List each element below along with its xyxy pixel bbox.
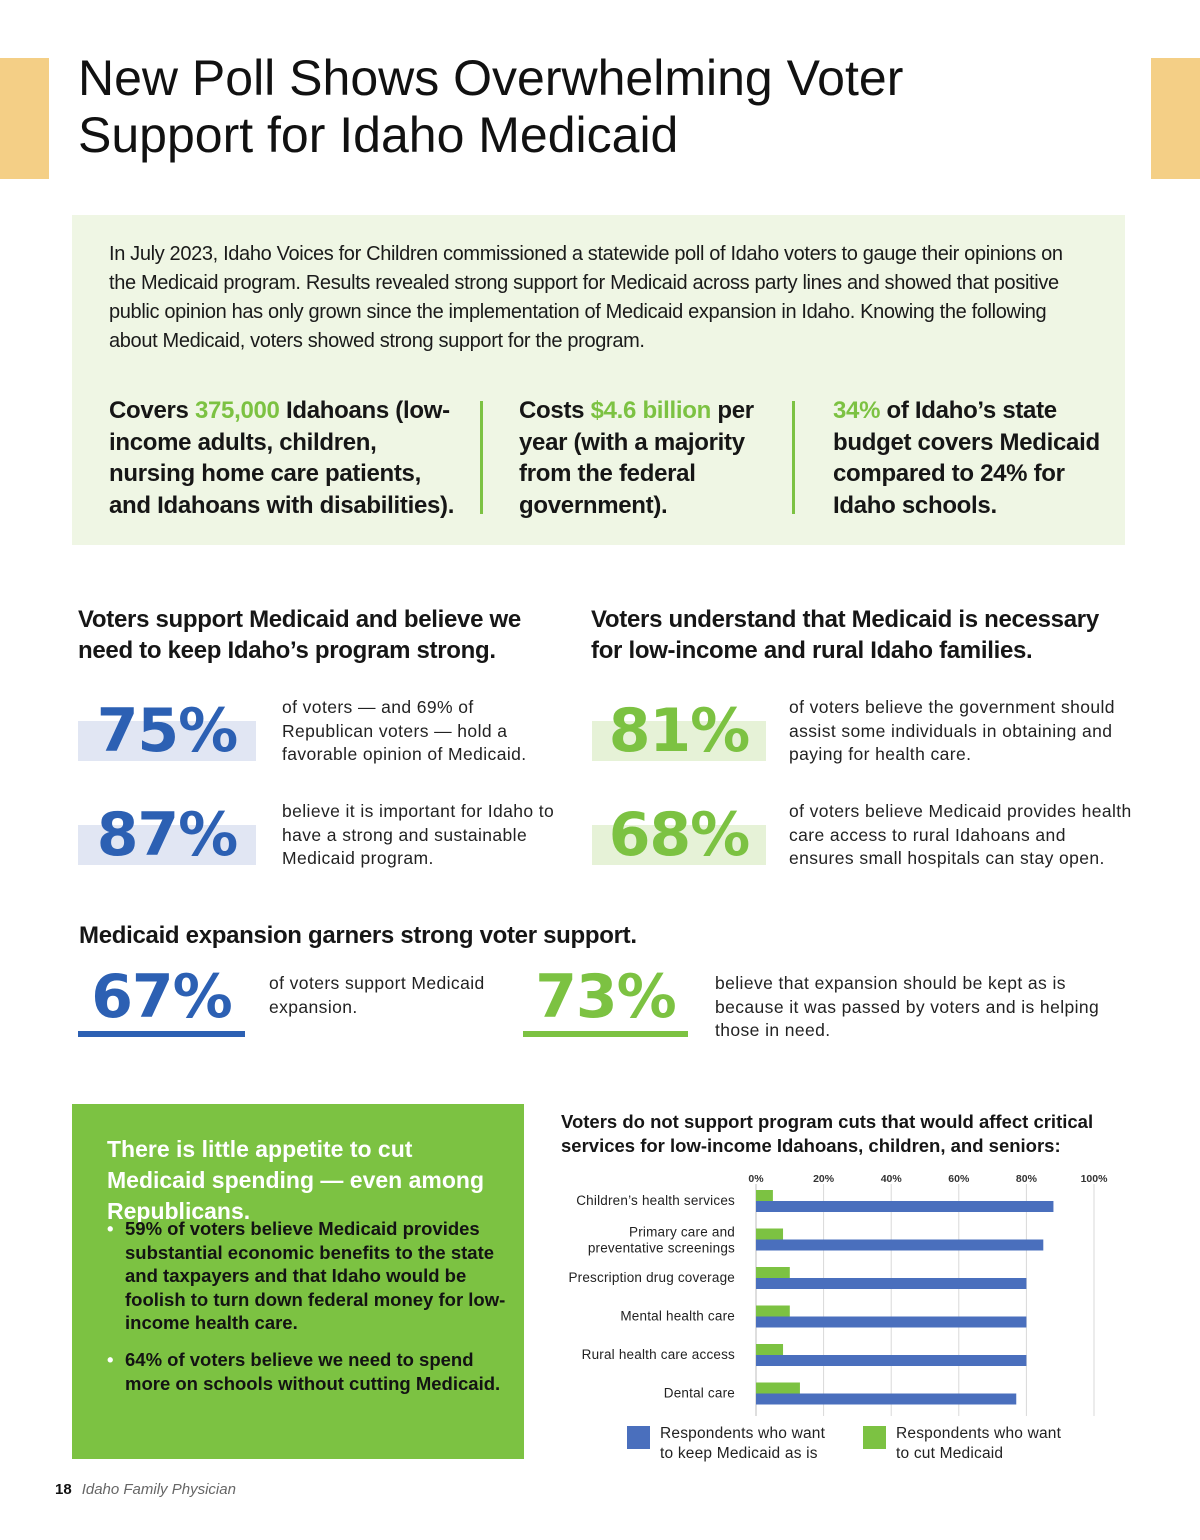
stat-67-figure (78, 962, 245, 1032)
legend-swatch-cut (863, 1426, 886, 1449)
fact-coverage-post: Idahoans (low-income adults, children, nursing home care patients, and Idahoans with disabilities). (109, 397, 455, 519)
cuts-bullet (107, 1348, 515, 1395)
bar-keep (756, 1355, 1026, 1366)
category-label: Dental care (663, 1385, 735, 1401)
left-accent-tab (0, 58, 49, 179)
bar-keep (756, 1278, 1026, 1289)
necessary-heading: Voters understand that Medicaid is necessary for low-income and rural Idaho families. (591, 606, 1099, 664)
fact-divider (792, 401, 795, 514)
fact-cost (519, 395, 779, 521)
publication-name: Idaho Family Physician (81, 1481, 236, 1498)
legend-label-cut: Respondents who want to cut Medicaid (896, 1425, 1062, 1462)
x-tick-label: 0% (748, 1173, 764, 1185)
stat-value: 87% (96, 800, 238, 870)
bar-keep (756, 1394, 1016, 1405)
bar-cut (756, 1344, 783, 1355)
category-label: Prescription drug coverage (568, 1270, 735, 1285)
stat-81-figure (592, 696, 766, 766)
x-tick-label: 100% (1080, 1173, 1108, 1185)
fact-budget-post: of Idaho’s state budget covers Medicaid compared to 24% for Idaho schools. (833, 397, 1100, 519)
right-accent-tab (1151, 58, 1200, 179)
stat-68-figure (592, 800, 766, 870)
page-number: 18 (55, 1481, 72, 1498)
bar-keep (756, 1201, 1053, 1212)
stat-67-text: of voters support Medicaid expansion. (269, 973, 485, 1017)
intro-text: In July 2023, Idaho Voices for Children commissioned a statewide poll of Idaho voters to gauge their opinions on the Medicaid program. Results revealed strong support for Medicaid across party lines and showed that positive public opinion has only grown since the implementation of Medicaid expansion in Idaho. Knowing the following about Medicaid, voters showed strong support for the program. (109, 243, 1063, 352)
fact-cost-pre: Costs (519, 397, 591, 424)
stat-73-text: believe that expansion should be kept as is because it was passed by voters and is helping those in need. (715, 973, 1100, 1040)
stat-87-text: believe it is important for Idaho to have a strong and sustainable Medicaid program. (282, 801, 555, 868)
stat-value: 81% (608, 696, 750, 766)
x-tick-label: 60% (948, 1173, 970, 1185)
expansion-heading: Medicaid expansion garners strong voter support. (79, 922, 637, 949)
x-tick-label: 80% (1015, 1173, 1037, 1185)
x-tick-label: 40% (880, 1173, 902, 1185)
legend-swatch-keep (627, 1426, 650, 1449)
fact-coverage-pre: Covers (109, 397, 195, 424)
stat-value: 68% (608, 800, 750, 870)
fact-budget-number: 34% (833, 397, 881, 424)
page-footer (55, 1481, 236, 1498)
page-title: New Poll Shows Overwhelming Voter Support for Idaho Medicaid (78, 50, 904, 163)
cuts-callout-box (72, 1104, 524, 1459)
bar-cut (756, 1383, 800, 1394)
stat-75-text: of voters — and 69% of Republican voters — hold a favorable opinion of Medicaid. (282, 697, 527, 764)
fact-cost-number: $4.6 billion (590, 397, 711, 424)
stat-73-figure (523, 962, 688, 1032)
category-label: Primary care and preventative screenings (587, 1224, 735, 1256)
x-tick-label: 20% (813, 1173, 835, 1185)
bar-cut (756, 1306, 790, 1317)
stat-68-text: of voters believe Medicaid provides health care access to rural Idahoans and ensures small hospitals can stay open. (789, 801, 1132, 868)
fact-coverage-number: 375,000 (194, 397, 280, 424)
chart-title: Voters do not support program cuts that would affect critical services for low-income Idahoans, children, and seniors: (561, 1111, 1094, 1156)
stat-87-figure (78, 800, 256, 870)
stat-value: 67% (91, 962, 232, 1032)
fact-divider (480, 401, 483, 514)
cuts-bullet-text: 59% of voters believe Medicaid provides substantial economic benefits to the state and taxpayers and that Idaho would be foolish to turn down federal money for low-income health care. (125, 1218, 506, 1333)
stat-value: 75% (96, 696, 238, 766)
category-label: Rural health care access (581, 1347, 735, 1362)
category-label: Children’s health services (576, 1193, 735, 1208)
cuts-bar-chart (555, 1168, 1115, 1416)
stat-81-text: of voters believe the government should assist some individuals in obtaining and paying for health care. (789, 697, 1115, 764)
intro-panel (72, 215, 1125, 545)
stat-75-figure (78, 696, 256, 766)
fact-budget (833, 395, 1113, 521)
bar-cut (756, 1229, 783, 1240)
bar-keep (756, 1240, 1043, 1251)
cuts-heading: There is little appetite to cut Medicaid spending — even among Republicans. (107, 1136, 485, 1224)
cuts-bullet (107, 1217, 515, 1335)
bar-cut (756, 1190, 773, 1201)
category-label: Mental health care (620, 1308, 735, 1324)
bar-keep (756, 1317, 1026, 1328)
bullet-dot: • (107, 1218, 114, 1239)
legend-label-keep: Respondents who want to keep Medicaid as is (660, 1425, 826, 1462)
fact-coverage (109, 395, 459, 521)
bar-cut (756, 1267, 790, 1278)
bullet-dot: • (107, 1349, 114, 1370)
cuts-bullet-text: 64% of voters believe we need to spend more on schools without cutting Medicaid. (125, 1349, 501, 1394)
fact-cost-post: per year (with a majority from the federal government). (519, 397, 754, 519)
stat-value: 73% (535, 962, 676, 1032)
support-heading: Voters support Medicaid and believe we need to keep Idaho’s program strong. (78, 606, 521, 664)
